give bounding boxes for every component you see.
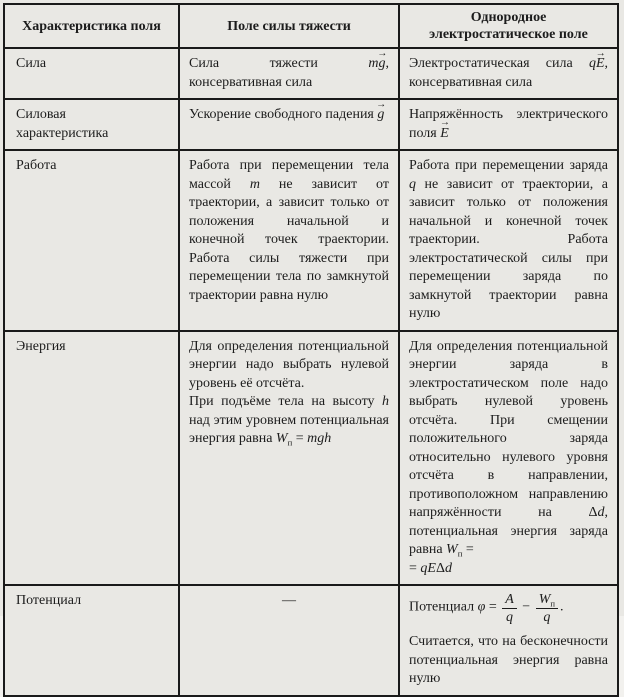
vector-arrow-symbol: g → (377, 106, 384, 125)
energy-gravity-cell: Для определения потенциальной энергии надо выбрать нулевой уровень её отсчёта. При подъёме тела на высоту h над этим уровнем потенциальная энергия равна $W_п$ = mgh (179, 331, 399, 586)
row-label-work: Работа (4, 150, 179, 331)
header-electrostatic-field: Однородное электростатическое поле (399, 4, 618, 48)
row-label-force: Сила (4, 48, 179, 99)
header-characteristic: Характеристика поля (4, 4, 179, 48)
row-label-energy: Энергия (4, 331, 179, 586)
force-characteristic-gravity-cell: Ускорение свободного падения g → (179, 99, 399, 150)
vector-arrow-symbol: E → (440, 125, 449, 144)
table-row-force (4, 48, 618, 99)
header-row (4, 4, 618, 48)
work-electro-cell: Работа при перемещении заряда q не зависит от траектории, а зависит только от положения начальной и конечной точек траектории. Работа электростатической силы при перемещении заряда по замкнутой траектории равна нулю (399, 150, 618, 331)
force-gravity-cell: Сила тяжести mg →, консервативная сила (179, 48, 399, 99)
table-row-energy (4, 331, 618, 586)
energy-electro-cell: Для определения потенциальной энергии заряда в электростатическом поле надо выбрать нулевой уровень отсчёта. При смещении положительного заряда относительно нулевого уровня отсчёта в направлении, противоположном направлению напряжённости на Δd, потенциальная энергия заряда равна $W_п$ = = qEΔd (399, 331, 618, 586)
potential-electro-cell: Потенциал φ = $\frac{A}{q}$ − $\frac{W_п}{q}$ . Считается, что на бесконечности потенциальная энергия равна нулю (399, 585, 618, 696)
vector-arrow-symbol: g → (379, 55, 386, 74)
fraction: $\frac{A}{q}$ (502, 592, 517, 625)
table-row-potential (4, 585, 618, 696)
table-row-work (4, 150, 618, 331)
force-characteristic-electro-cell: Напряжённость электрического поля E → (399, 99, 618, 150)
work-gravity-cell: Работа при перемещении тела массой m не зависит от траектории, а зависит только от положения начальной и конечной точек траектории. Работа силы тяжести при перемещении тела по замкнутой траектории равна нулю (179, 150, 399, 331)
row-label-force-characteristic: Силовая характеристика (4, 99, 179, 150)
force-electro-cell: Электростатическая сила qE →, консервативная сила (399, 48, 618, 99)
fraction: $\frac{W_п}{q}$ (536, 592, 558, 625)
vector-arrow-symbol: E → (596, 55, 605, 74)
header-gravity-field: Поле силы тяжести (179, 4, 399, 48)
field-comparison-table (3, 3, 619, 697)
table-row-force-characteristic (4, 99, 618, 150)
row-label-potential: Потенциал (4, 585, 179, 696)
potential-gravity-dash-cell: — (179, 585, 399, 696)
